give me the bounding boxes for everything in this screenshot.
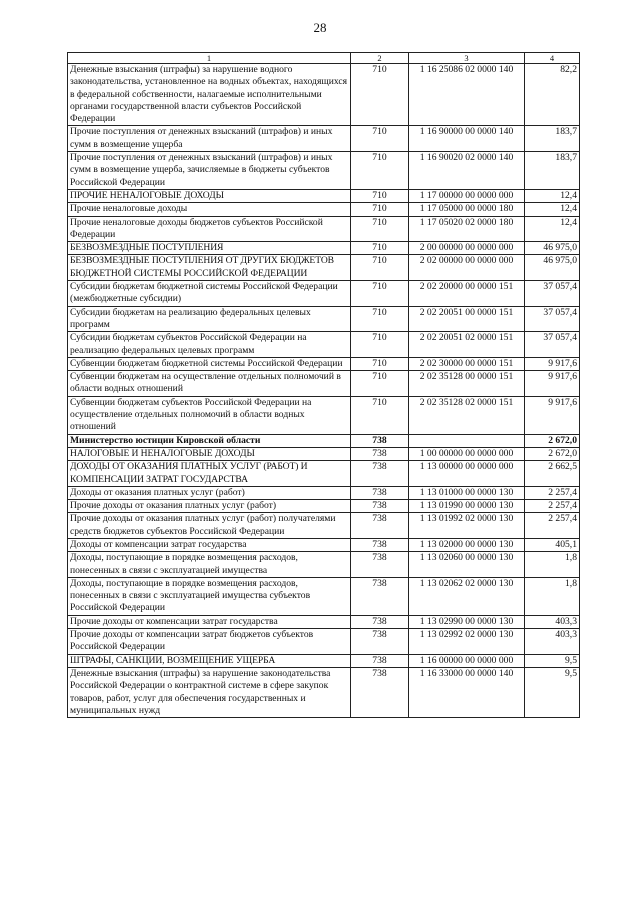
row-amount-cell: 46 975,0 (525, 255, 580, 281)
row-name-cell: Министерство юстиции Кировской области (68, 434, 351, 447)
row-admin-code-cell: 710 (351, 357, 409, 370)
row-name-cell: Доходы от оказания платных услуг (работ) (68, 486, 351, 499)
header-col-2: 2 (351, 53, 409, 64)
table-row (68, 357, 580, 370)
row-kbk-code-cell: 1 17 05000 00 0000 180 (409, 203, 525, 216)
row-admin-code-cell: 710 (351, 64, 409, 126)
row-amount-cell: 2 662,5 (525, 461, 580, 487)
row-amount-cell: 403,3 (525, 629, 580, 655)
header-col-4: 4 (525, 53, 580, 64)
row-kbk-code-cell: 1 16 25086 02 0000 140 (409, 64, 525, 126)
table-row (68, 486, 580, 499)
row-amount-cell: 1,8 (525, 577, 580, 615)
table-row (68, 461, 580, 487)
row-name-cell: Прочие доходы от оказания платных услуг (работ) (68, 500, 351, 513)
row-admin-code-cell: 710 (351, 396, 409, 434)
row-kbk-code-cell: 1 16 00000 00 0000 000 (409, 654, 525, 667)
table-row (68, 64, 580, 126)
table-row (68, 552, 580, 578)
table-row (68, 667, 580, 717)
row-kbk-code-cell: 1 13 00000 00 0000 000 (409, 461, 525, 487)
row-name-cell: Доходы, поступающие в порядке возмещения расходов, понесенных в связи с эксплуатацией имущества (68, 552, 351, 578)
row-amount-cell: 403,3 (525, 615, 580, 628)
table-row (68, 216, 580, 242)
row-name-cell: Доходы от компенсации затрат государства (68, 538, 351, 551)
row-admin-code-cell: 738 (351, 577, 409, 615)
row-admin-code-cell: 710 (351, 306, 409, 332)
table-row (68, 629, 580, 655)
row-admin-code-cell: 710 (351, 371, 409, 397)
row-amount-cell: 9 917,6 (525, 371, 580, 397)
table-row (68, 447, 580, 460)
row-kbk-code-cell: 2 02 30000 00 0000 151 (409, 357, 525, 370)
table-row (68, 538, 580, 551)
row-amount-cell: 12,4 (525, 216, 580, 242)
row-admin-code-cell: 710 (351, 255, 409, 281)
row-kbk-code-cell: 1 13 02000 00 0000 130 (409, 538, 525, 551)
row-kbk-code-cell: 2 02 00000 00 0000 000 (409, 255, 525, 281)
row-amount-cell: 2 257,4 (525, 500, 580, 513)
row-kbk-code-cell (409, 434, 525, 447)
row-kbk-code-cell: 1 13 02062 02 0000 130 (409, 577, 525, 615)
header-col-3: 3 (409, 53, 525, 64)
row-name-cell: Субвенции бюджетам бюджетной системы Российской Федерации (68, 357, 351, 370)
row-kbk-code-cell: 2 02 20051 02 0000 151 (409, 332, 525, 358)
row-name-cell: Субсидии бюджетам на реализацию федеральных целевых программ (68, 306, 351, 332)
row-name-cell: Доходы, поступающие в порядке возмещения расходов, понесенных в связи с эксплуатацией имущества субъектов Российской Федерации (68, 577, 351, 615)
row-amount-cell: 2 672,0 (525, 434, 580, 447)
row-kbk-code-cell: 1 16 33000 00 0000 140 (409, 667, 525, 717)
row-admin-code-cell: 738 (351, 654, 409, 667)
table-row (68, 255, 580, 281)
row-amount-cell: 9,5 (525, 667, 580, 717)
row-admin-code-cell: 710 (351, 152, 409, 190)
table-row (68, 371, 580, 397)
table-row (68, 126, 580, 152)
row-name-cell: Прочие доходы от компенсации затрат бюджетов субъектов Российской Федерации (68, 629, 351, 655)
row-admin-code-cell: 738 (351, 538, 409, 551)
row-name-cell: Субвенции бюджетам на осуществление отдельных полномочий в области водных отношений (68, 371, 351, 397)
row-kbk-code-cell: 2 00 00000 00 0000 000 (409, 242, 525, 255)
row-kbk-code-cell: 1 13 02060 00 0000 130 (409, 552, 525, 578)
table-row (68, 513, 580, 539)
row-kbk-code-cell: 2 02 35128 00 0000 151 (409, 371, 525, 397)
row-amount-cell: 9 917,6 (525, 357, 580, 370)
table-row (68, 332, 580, 358)
table-row (68, 577, 580, 615)
row-admin-code-cell: 710 (351, 216, 409, 242)
row-admin-code-cell: 738 (351, 667, 409, 717)
row-name-cell: Прочие доходы от компенсации затрат государства (68, 615, 351, 628)
table-row (68, 306, 580, 332)
row-amount-cell: 183,7 (525, 152, 580, 190)
row-kbk-code-cell: 1 16 90000 00 0000 140 (409, 126, 525, 152)
row-admin-code-cell: 738 (351, 513, 409, 539)
row-admin-code-cell: 710 (351, 126, 409, 152)
row-name-cell: ШТРАФЫ, САНКЦИИ, ВОЗМЕЩЕНИЕ УЩЕРБА (68, 654, 351, 667)
row-kbk-code-cell: 2 02 20000 00 0000 151 (409, 281, 525, 307)
row-amount-cell: 12,4 (525, 203, 580, 216)
table-header-row (68, 53, 580, 64)
row-name-cell: Субсидии бюджетам субъектов Российской Федерации на реализацию федеральных целевых программ (68, 332, 351, 358)
row-admin-code-cell: 738 (351, 434, 409, 447)
table-row (68, 654, 580, 667)
row-name-cell: Прочие поступления от денежных взысканий (штрафов) и иных сумм в возмещение ущерба, зачисляемые в бюджеты субъектов Российской Федерации (68, 152, 351, 190)
row-admin-code-cell: 738 (351, 552, 409, 578)
row-admin-code-cell: 738 (351, 500, 409, 513)
row-admin-code-cell: 710 (351, 189, 409, 202)
row-amount-cell: 46 975,0 (525, 242, 580, 255)
row-kbk-code-cell: 1 13 01000 00 0000 130 (409, 486, 525, 499)
table-row (68, 281, 580, 307)
row-kbk-code-cell: 1 17 00000 00 0000 000 (409, 189, 525, 202)
row-amount-cell: 2 672,0 (525, 447, 580, 460)
row-kbk-code-cell: 1 13 02992 02 0000 130 (409, 629, 525, 655)
row-kbk-code-cell: 1 13 01990 00 0000 130 (409, 500, 525, 513)
table-body (68, 64, 580, 718)
row-kbk-code-cell: 1 16 90020 02 0000 140 (409, 152, 525, 190)
row-name-cell: ДОХОДЫ ОТ ОКАЗАНИЯ ПЛАТНЫХ УСЛУГ (РАБОТ) И КОМПЕНСАЦИИ ЗАТРАТ ГОСУДАРСТВА (68, 461, 351, 487)
row-admin-code-cell: 710 (351, 332, 409, 358)
row-admin-code-cell: 738 (351, 486, 409, 499)
revenue-table (67, 52, 580, 718)
row-name-cell: Прочие доходы от оказания платных услуг (работ) получателями средств бюджетов субъектов Российской Федерации (68, 513, 351, 539)
row-name-cell: Субсидии бюджетам бюджетной системы Российской Федерации (межбюджетные субсидии) (68, 281, 351, 307)
row-amount-cell: 12,4 (525, 189, 580, 202)
row-amount-cell: 9 917,6 (525, 396, 580, 434)
row-kbk-code-cell: 2 02 20051 00 0000 151 (409, 306, 525, 332)
table-row (68, 500, 580, 513)
row-amount-cell: 37 057,4 (525, 332, 580, 358)
table-row (68, 242, 580, 255)
row-name-cell: Прочие поступления от денежных взысканий (штрафов) и иных сумм в возмещение ущерба (68, 126, 351, 152)
table-row (68, 434, 580, 447)
table-row (68, 152, 580, 190)
row-kbk-code-cell: 1 13 02990 00 0000 130 (409, 615, 525, 628)
row-kbk-code-cell: 1 00 00000 00 0000 000 (409, 447, 525, 460)
row-admin-code-cell: 710 (351, 242, 409, 255)
row-name-cell: Денежные взыскания (штрафы) за нарушение водного законодательства, установленное на водных объектах, находящихся в федеральной собственности, налагаемые исполнительными органами государственной власти субъектов Российской Федерации (68, 64, 351, 126)
row-name-cell: Прочие неналоговые доходы (68, 203, 351, 216)
page-number: 28 (313, 20, 327, 35)
row-amount-cell: 9,5 (525, 654, 580, 667)
row-admin-code-cell: 738 (351, 615, 409, 628)
row-amount-cell: 183,7 (525, 126, 580, 152)
row-kbk-code-cell: 2 02 35128 02 0000 151 (409, 396, 525, 434)
table-row (68, 396, 580, 434)
row-kbk-code-cell: 1 13 01992 02 0000 130 (409, 513, 525, 539)
row-amount-cell: 405,1 (525, 538, 580, 551)
row-amount-cell: 2 257,4 (525, 486, 580, 499)
row-kbk-code-cell: 1 17 05020 02 0000 180 (409, 216, 525, 242)
row-name-cell: Субвенции бюджетам субъектов Российской Федерации на осуществление отдельных полномочий в области водных отношений (68, 396, 351, 434)
row-admin-code-cell: 738 (351, 629, 409, 655)
table-row (68, 189, 580, 202)
row-name-cell: Денежные взыскания (штрафы) за нарушение законодательства Российской Федерации о контрактной системе в сфере закупок товаров, работ, услуг для обеспечения государственных и муниципальных нужд (68, 667, 351, 717)
row-amount-cell: 2 257,4 (525, 513, 580, 539)
table-row (68, 203, 580, 216)
row-admin-code-cell: 738 (351, 461, 409, 487)
row-name-cell: НАЛОГОВЫЕ И НЕНАЛОГОВЫЕ ДОХОДЫ (68, 447, 351, 460)
row-amount-cell: 82,2 (525, 64, 580, 126)
header-col-1: 1 (68, 53, 351, 64)
row-name-cell: Прочие неналоговые доходы бюджетов субъектов Российской Федерации (68, 216, 351, 242)
row-amount-cell: 37 057,4 (525, 306, 580, 332)
row-amount-cell: 1,8 (525, 552, 580, 578)
row-name-cell: БЕЗВОЗМЕЗДНЫЕ ПОСТУПЛЕНИЯ ОТ ДРУГИХ БЮДЖЕТОВ БЮДЖЕТНОЙ СИСТЕМЫ РОССИЙСКОЙ ФЕДЕРАЦИИ (68, 255, 351, 281)
row-name-cell: ПРОЧИЕ НЕНАЛОГОВЫЕ ДОХОДЫ (68, 189, 351, 202)
row-admin-code-cell: 710 (351, 203, 409, 216)
table-row (68, 615, 580, 628)
row-admin-code-cell: 738 (351, 447, 409, 460)
row-name-cell: БЕЗВОЗМЕЗДНЫЕ ПОСТУПЛЕНИЯ (68, 242, 351, 255)
row-amount-cell: 37 057,4 (525, 281, 580, 307)
row-admin-code-cell: 710 (351, 281, 409, 307)
